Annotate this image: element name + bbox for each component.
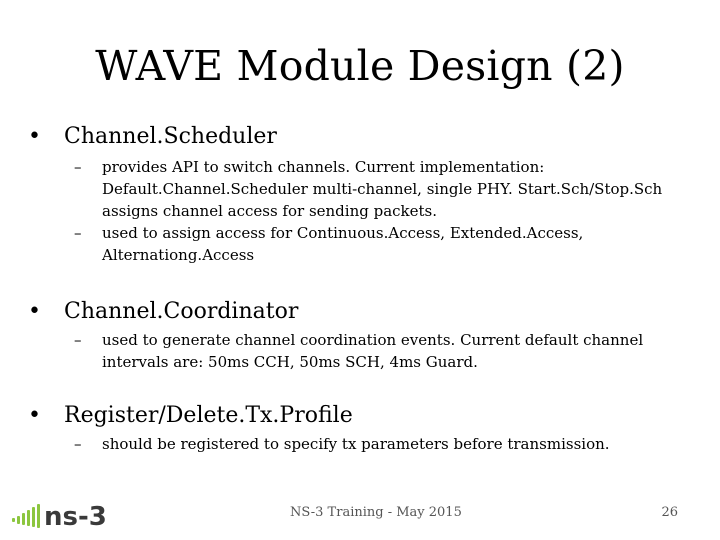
logo-text: ns-3 [44, 502, 107, 532]
dash-marker: – [74, 435, 82, 453]
bullet-channel-scheduler [28, 124, 277, 149]
bullet-register-delete-tx-profile [28, 403, 353, 428]
slide-title: WAVE Module Design (2) [95, 42, 625, 90]
footer-text: NS-3 Training - May 2015 [290, 505, 462, 520]
signal-bars-icon [12, 504, 40, 528]
dash-marker: – [74, 224, 82, 242]
bullet-marker: • [28, 124, 41, 149]
sub-item-text: used to generate channel coordination events. Current default channel intervals are: 50ms CCH, 50ms SCH, 4ms Guard. [102, 331, 644, 371]
sub-item-text: used to assign access for Continuous.Access, Extended.Access, Alternationg.Access [102, 224, 584, 264]
bullet-channel-coordinator [28, 299, 298, 324]
bullet-label: Channel.Scheduler [64, 124, 277, 149]
bullet-marker: • [28, 403, 41, 428]
bullet-label: Channel.Coordinator [64, 299, 299, 324]
bullet-marker: • [28, 299, 41, 324]
sub-item [74, 156, 674, 222]
sub-item [74, 222, 674, 266]
ns3-logo [12, 496, 142, 532]
sub-item [74, 433, 674, 455]
sub-item-text: should be registered to specify tx parameters before transmission. [102, 435, 610, 453]
sub-item [74, 329, 674, 373]
dash-marker: – [74, 331, 82, 349]
dash-marker: – [74, 158, 82, 176]
sub-item-text: provides API to switch channels. Current implementation: Default.Channel.Scheduler multi-channel, single PHY. Start.Sch/Stop.Sch assigns channel access for sending packets. [102, 158, 663, 220]
bullet-label: Register/Delete.Tx.Profile [64, 403, 353, 428]
page-number: 26 [661, 505, 678, 520]
